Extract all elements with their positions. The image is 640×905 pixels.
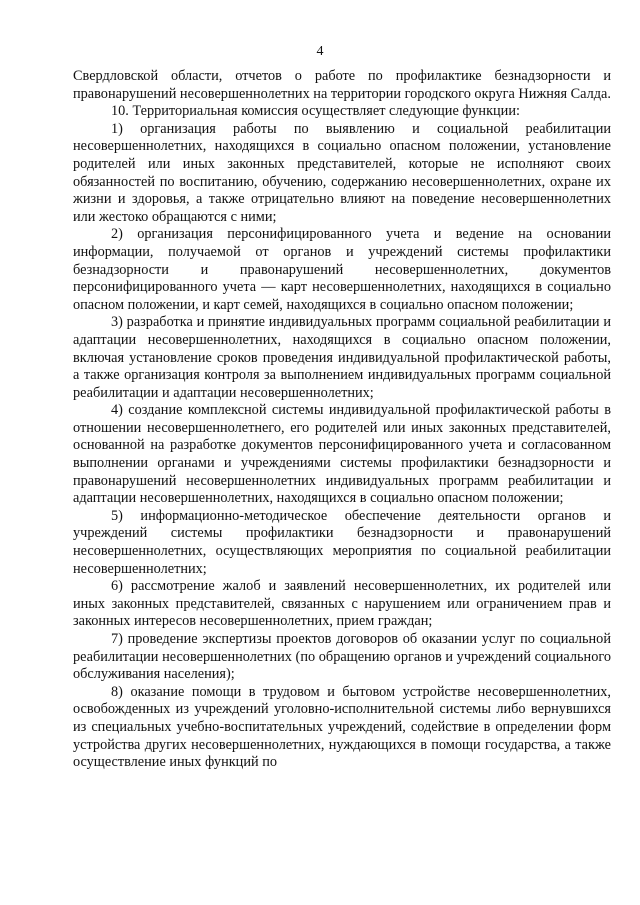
document-body [73, 68, 611, 772]
list-item-4: 4) создание комплексной системы индивидуальной профилактической работы в отношении несовершеннолетнего, его родителей или иных законных представителей, основанной на разработке документов персонифицированного учета и согласованном выполнении органами и учреждениями системы профилактики безнадзорности и правонарушений несовершеннолетних индивидуальных программ реабилитации и адаптации несовершеннолетних, находящихся в социально опасном положении; [73, 402, 611, 507]
paragraph-section-10: 10. Территориальная комиссия осуществляет следующие функции: [111, 103, 520, 120]
page-number: 4 [316, 44, 324, 59]
list-item-8: 8) оказание помощи в трудовом и бытовом устройстве несовершеннолетних, освобожденных из учреждений уголовно-исполнительной системы либо вернувшихся из специальных учебно-воспитательных учреждений, содействие в определении форм устройства других несовершеннолетних, нуждающихся в помощи государства, а также осуществление иных функций по [73, 683, 611, 771]
list-item-1: 1) организация работы по выявлению и социальной реабилитации несовершеннолетних, находящихся в социально опасном положении, установление родителей или иных законных представителей, которые не исполняют своих обязанностей по воспитанию, обучению, содержанию несовершеннолетних, охране их жизни и здоровья, а также отрицательно влияют на поведение несовершеннолетних или жестоко обращаются с ними; [73, 120, 611, 225]
list-item-7: 7) проведение экспертизы проектов договоров об оказании услуг по социальной реабилитации несовершеннолетних (по обращению органов и учреждений социального обслуживания населения); [73, 631, 611, 683]
list-item-5: 5) информационно-методическое обеспечение деятельности органов и учреждений системы профилактики безнадзорности и правонарушений несовершеннолетних, осуществляющих мероприятия по социальной реабилитации несовершеннолетних; [73, 507, 611, 577]
list-item-3: 3) разработка и принятие индивидуальных программ социальной реабилитации и адаптации несовершеннолетних, находящихся в социально опасном положении, включая установление сроков проведения индивидуальной профилактической работы, а также организация контроля за выполнением индивидуальных программ социальной реабилитации и адаптации несовершеннолетних; [73, 314, 611, 401]
paragraph-continuation: Свердловской области, отчетов о работе по профилактике безнадзорности и правонарушений несовершеннолетних на территории городского округа Нижняя Салда. [73, 68, 611, 102]
list-item-2: 2) организация персонифицированного учета и ведение на основании информации, получаемой от органов и учреждений системы профилактики безнадзорности и правонарушений несовершеннолетних, документов персонифицированного учета — карт несовершеннолетних, находящихся в социально опасном положении, и карт семей, находящихся в социально опасном положении; [73, 226, 611, 313]
list-item-6: 6) рассмотрение жалоб и заявлений несовершеннолетних, их родителей или иных законных представителей, связанных с нарушением или ограничением прав и законных интересов несовершеннолетних, прием граждан; [73, 578, 611, 630]
